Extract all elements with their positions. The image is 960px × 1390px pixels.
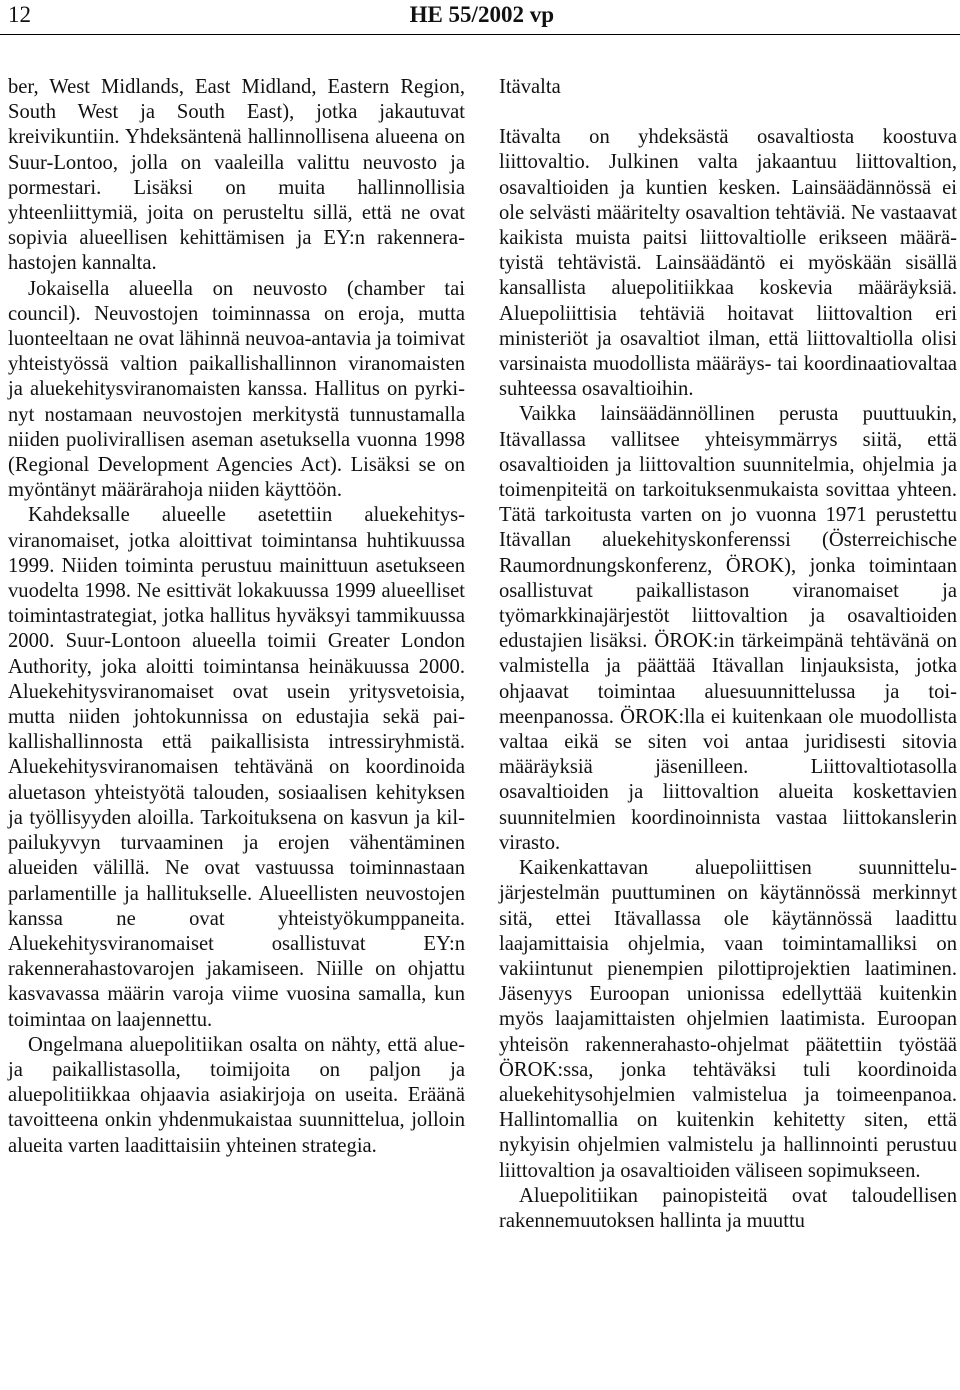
paragraph: Vaikka lainsäädännöllinen perusta puuttuukin, Itävallassa vallitsee yhteisymmärrys siitä, että osavaltioiden ja liittovaltion suunnitelmia, ohjelmia ja toimenpiteitä on tarkoituksenmukaista sovittaa yhteen. Tätä tarkoitusta varten on jo vuonna 1971 perustettu Itävallan aluekehityskonferenssi (Österreichische Raumordnungskonferenz, ÖROK), jonka toimintaan osallistuvat paikallistason viranomaiset ja työmarkkinajärjestöt liittovaltion ja osavaltioiden edustajien lisäksi. ÖROK:in tärkeimpänä tehtävänä on valmistella ja päättää Itävallan linjauksista, jotka ohjaavat toimintaa aluesuunnittelussa ja toimeenpanossa. ÖROK:lla ei kuitenkaan ole muodollista valtaa eikä se siten voi antaa juridisesti sitovia määräyksiä jäsenilleen. Liittovaltiotasolla osavaltioiden ja liittovaltion alueita koskettavien suunnitelmien koordinoinnista vastaa liittokanslerin virasto. (499, 403, 957, 854)
paragraph: Kaikenkattavan aluepoliittisen suunnittelujärjestelmän puuttuminen on käytännössä merkinnyt sitä, ettei Itävallassa ole käytännössä laadittu laajamittaisia ohjelmia, vaan toimintamalliksi on vakiintunut pienempien pilottiprojektien laatiminen. Jäsenyys Euroopan unionissa edellyttää kuitenkin myös laajamittaisten ohjelmien laatimista. Euroopan yhteisön rakennerahasto-ohjelmat päätettiin työstää ÖROK:ssa, jonka tehtäväksi tuli koordinoida aluekehitysohjelmien valmistelua ja toimeenpanoa. Hallintomallia on kuitenkin kehitetty siten, että nykyisin ohjelmien valmistelu ja hallinnointi perustuu liittovaltion ja osavaltioiden väliseen sopimukseen. (499, 857, 957, 1182)
right-column (499, 75, 957, 1234)
page-number: 12 (8, 2, 31, 27)
section-heading: Itävalta (499, 76, 561, 98)
page-header (0, 0, 960, 40)
document-id: HE 55/2002 vp (409, 2, 554, 27)
paragraph: ber, West Midlands, East Midland, Eastern Region, South West ja South East), jotka jakautuvat kreivikuntiin. Yhdeksäntenä hallinnollisena alueena on Suur-Lontoo, jolla on vaaleilla valittu neuvosto ja pormestari. Lisäksi on muita hallinnollisia yhteenliittymiä, joita on perusteltu sillä, että ne ovat sopivia alueellisen kehittämisen ja EY:n rakennerahastojen kannalta. (8, 76, 465, 275)
paragraph: Ongelmana aluepolitiikan osalta on nähty, että alue- ja paikallistasolla, toimijoita on paljon ja aluepolitiikkaa ohjaavia asiakirjoja on useita. Eräänä tavoitteena onkin yhdenmukaistaa suunnittelua, jolloin alueita varten laadittaisiin yhteinen strategia. (8, 1033, 465, 1157)
paragraph: Kahdeksalle alueelle asetettiin aluekehitysviranomaiset, jotka aloittivat toimintansa huhtikuussa 1999. Niiden toiminta perustuu mainittuun asetukseen vuodelta 1998. Ne esittivät lokakuussa 1999 alueelliset toimintastrategiat, jotka hallitus hyväksyi tammikuussa 2000. Suur-Lontoon alueella toimii Greater London Authority, joka aloitti toimintansa heinäkuussa 2000. Aluekehitysviranomaiset ovat usein yritysvetoisia, mutta niiden johtokunnissa on edustajia sekä paikallishallinnosta että paikallisista intressiryhmistä. Aluekehitysviranomaisen tehtävänä on koordinoida aluetason yhteistyötä talouden, sosiaalisen kehityksen ja työllisyyden aloilla. Tarkoituksena on kasvun ja kilpailukyvyn turvaaminen ja erojen vähentäminen alueiden välillä. Ne ovat vastuussa toiminnastaan parlamentille ja hallitukselle. Alueellisten neuvostojen kanssa ne ovat yhteistyökumppaneita. Aluekehitysviranomaiset osallistuvat EY:n rakennerahastovarojen jakamiseen. Niille on ohjattu kasvavassa määrin varoja viime vuosina samalla, kun toimintaa on laajennettu. (8, 504, 465, 1031)
paragraph: Itävalta on yhdeksästä osavaltiosta koostuva liittovaltio. Julkinen valta jakaantuu liittovaltion, osavaltioiden ja kuntien kesken. Lainsäädännössä ei ole selvästi määritelty osavaltion tehtäviä. Ne vastaavat kaikista muista paitsi liittovaltiolle erikseen määrätyistä tehtävistä. Lainsäädäntö ei myöskään sisällä kansallista aluepolitiikkaa koskevia määräyksiä. Aluepoliittisia tehtäviä hoitavat liittovaltion eri ministeriöt ja osavaltiot ilman, että liittovaltiolla olisi varsinaista muodollista määräys- tai koordinaatiovaltaa suhteessa osavaltioihin. (499, 126, 957, 401)
paragraph: Aluepolitiikan painopisteitä ovat taloudellisen rakennemuutoksen hallinta ja muuttu (499, 1184, 957, 1232)
left-column (8, 75, 465, 1159)
header-rule (0, 34, 960, 35)
paragraph: Jokaisella alueella on neuvosto (chamber tai council). Neuvostojen toiminnassa on eroja, mutta luonteeltaan ne ovat lähinnä neuvoa-antavia ja toimivat yhteistyössä valtion paikallishallinnon viranomaisten ja aluekehitysviranomaisten kanssa. Hallitus on pyrkinyt nostamaan neuvostojen merkitystä tunnustamalla niiden puolivirallisen aseman asetuksella vuonna 1998 (Regional Development Agencies Act). Lisäksi se on myöntänyt määrärahoja niiden käyttöön. (8, 277, 465, 502)
